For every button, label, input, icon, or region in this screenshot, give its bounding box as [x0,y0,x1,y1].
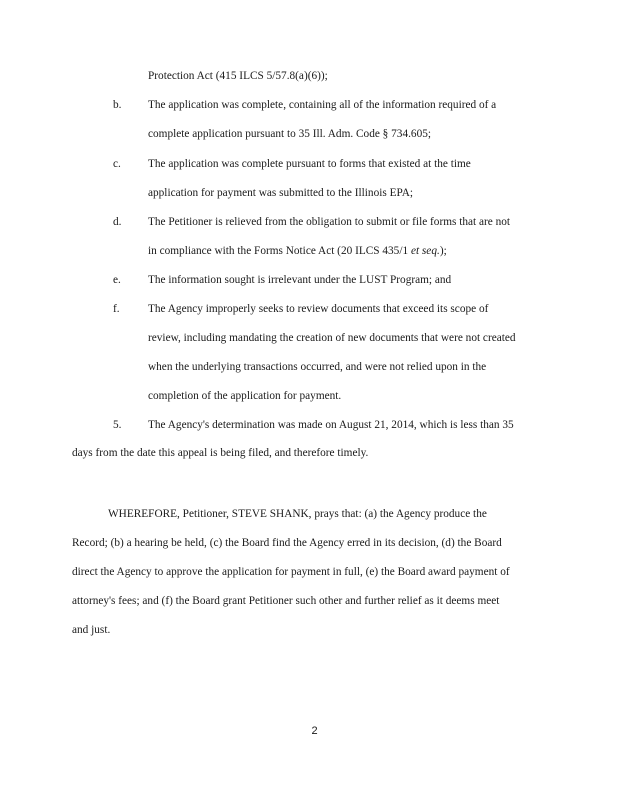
item-d-line-1: The Petitioner is relieved from the obligation to submit or file forms that are not [148,216,511,228]
item-b-line-1: The application was complete, containing all of the information required of a [148,99,497,111]
wherefore-line-2: Record; (b) a hearing be held, (c) the Board find the Agency erred in its decision, (d) the Board [72,537,502,549]
item-c-line-1: The application was complete pursuant to forms that existed at the time [148,158,471,170]
item-f-line-3: when the underlying transactions occurred, and were not relied upon in the [148,361,487,373]
item-c-line-2: application for payment was submitted to the Illinois EPA; [148,187,414,199]
et-seq-italic: et seq. [410,245,440,257]
wherefore-line-1: WHEREFORE, Petitioner, STEVE SHANK, prays that: (a) the Agency produce the [108,508,487,520]
item-label-d: d. [113,216,122,228]
continued-item-text: Protection Act (415 ILCS 5/57.8(a)(6)); [148,70,328,82]
page-number: 2 [311,725,318,737]
item-e-line-1: The information sought is irrelevant under the LUST Program; and [148,274,452,286]
wherefore-line-4: attorney's fees; and (f) the Board grant Petitioner such other and further relief as it deems meet [72,595,500,607]
paragraph-5-line-1: The Agency's determination was made on August 21, 2014, which is less than 35 [148,419,514,431]
item-f-line-1: The Agency improperly seeks to review documents that exceed its scope of [148,303,489,315]
item-b-line-2: complete application pursuant to 35 Ill. Adm. Code § 734.605; [148,128,432,140]
item-f-line-2: review, including mandating the creation of new documents that were not created [148,332,516,344]
item-label-f: f. [113,303,120,315]
item-f-line-4: completion of the application for payment. [148,390,342,402]
wherefore-line-3: direct the Agency to approve the application for payment in full, (e) the Board award payment of [72,566,510,578]
item-label-b: b. [113,99,122,111]
item-d-line-2 [148,244,447,258]
paragraph-5-number: 5. [113,419,122,431]
item-d-line-2-text: in compliance with the Forms Notice Act (20 ILCS 435/1 [148,245,411,257]
wherefore-line-5: and just. [72,624,111,636]
paragraph-5-line-2: days from the date this appeal is being filed, and therefore timely. [72,447,369,459]
item-d-line-2-end: ); [439,245,447,257]
item-label-c: c. [113,158,121,170]
item-label-e: e. [113,274,121,286]
